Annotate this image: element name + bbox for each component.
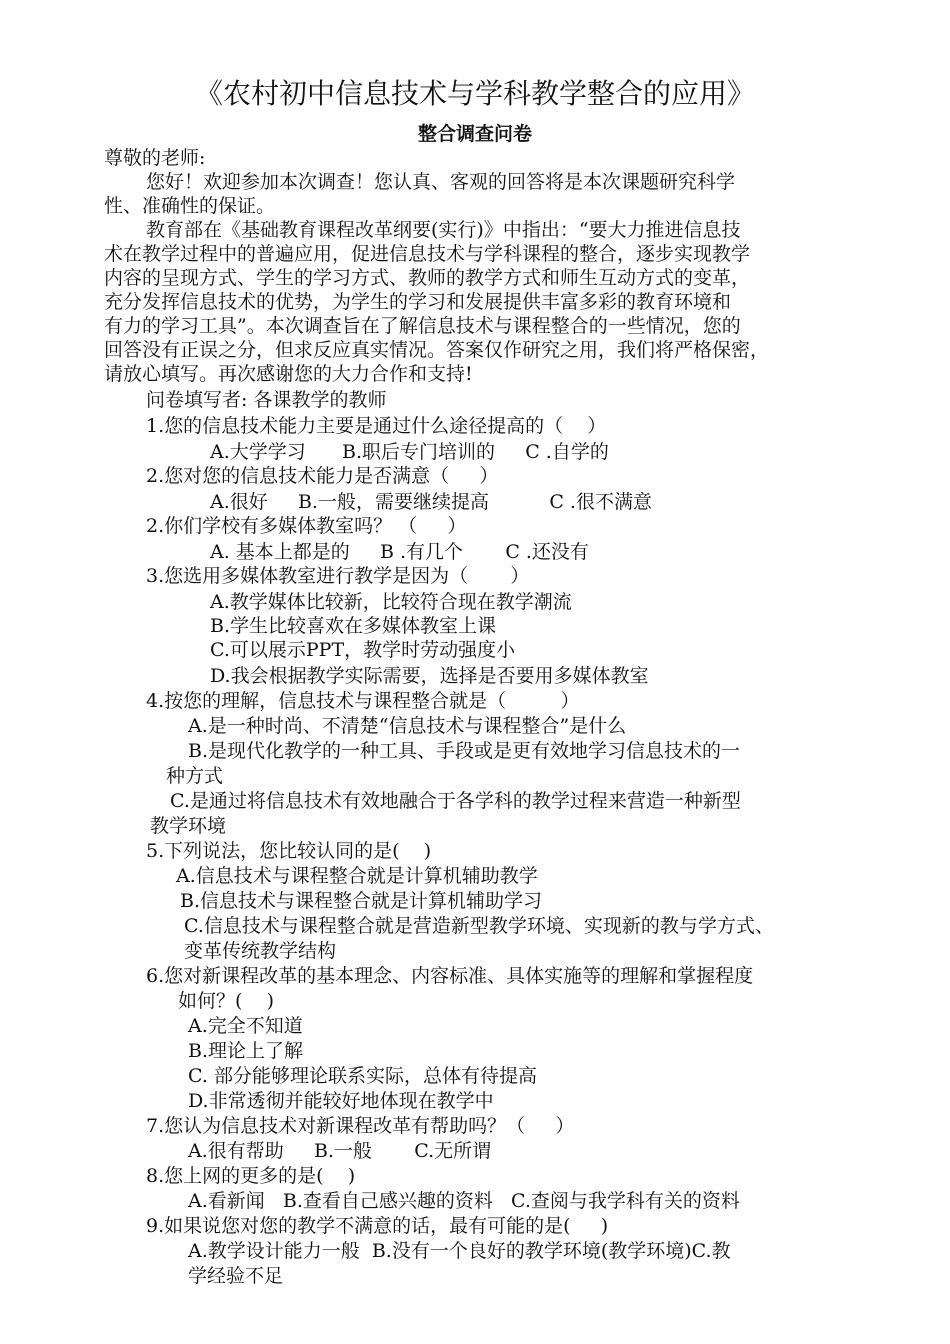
question-9: 9.如果说您对您的教学不满意的话，最有可能的是( ) — [146, 1215, 609, 1237]
question-2b: 2.你们学校有多媒体教室吗？ （ ） — [146, 515, 467, 537]
question-4-option: 教学环境 — [150, 815, 227, 837]
intro-line: 术在教学过程中的普遍应用，促进信息技术与学科课程的整合，逐步实现教学 — [104, 243, 751, 265]
question-9-option: 学经验不足 — [188, 1265, 284, 1287]
question-4-option: C.是通过将信息技术有效地融合于各学科的教学过程来营造一种新型 — [170, 790, 741, 812]
salutation: 尊敬的老师: — [104, 147, 206, 169]
question-3-option: D.我会根据教学实际需要，选择是否要用多媒体教室 — [210, 665, 649, 687]
question-6-option: 如何？( ) — [178, 990, 274, 1012]
question-3: 3.您选用多媒体教室进行教学是因为（ ） — [146, 565, 530, 587]
question-8-options: A.看新闻 B.查看自己感兴趣的资料 C.查阅与我学科有关的资料 — [188, 1190, 740, 1212]
question-5-option: 变革传统教学结构 — [184, 940, 337, 962]
intro-line: 请放心填写。再次感谢您的大力合作和支持! — [104, 363, 473, 385]
question-5-option: A.信息技术与课程整合就是计算机辅助教学 — [176, 865, 538, 887]
question-4-option: B.是现代化教学的一种工具、手段或是更有效地学习信息技术的一 — [188, 740, 741, 762]
question-6-option: A.完全不知道 — [188, 1015, 303, 1037]
question-5: 5.下列说法，您比较认同的是( ) — [146, 840, 432, 862]
intro-line: 充分发挥信息技术的优势，为学生的学习和发展提供丰富多彩的教育环境和 — [104, 291, 732, 313]
intro-line: 性、准确性的保证。 — [104, 195, 276, 217]
page-subtitle: 整合调查问卷 — [417, 123, 532, 145]
question-6-option: B.理论上了解 — [188, 1040, 304, 1062]
question-3-option: A.教学媒体比较新，比较符合现在教学潮流 — [210, 591, 572, 613]
intro-line: 回答没有正误之分，但求反应真实情况。答案仅作研究之用，我们将严格保密， — [104, 339, 770, 361]
intro-line: 有力的学习工具”。本次调查旨在了解信息技术与课程整合的一些情况，您的 — [104, 315, 741, 337]
question-4-option: A.是一种时尚、不清楚“信息技术与课程整合”是什么 — [188, 715, 627, 737]
question-2: 2.您对您的信息技术能力是否满意（ ） — [146, 465, 499, 487]
question-2-options: A.很好 B.一般，需要继续提高 C .很不满意 — [210, 491, 652, 513]
question-5-option: B.信息技术与课程整合就是计算机辅助学习 — [180, 890, 543, 912]
question-3-option: C.可以展示PPT，教学时劳动强度小 — [210, 639, 516, 661]
question-1: 1.您的信息技术能力主要是通过什么途径提高的（ ） — [146, 415, 607, 437]
intro-line: 内容的呈现方式、学生的学习方式、教师的教学方式和师生互动方式的变革， — [104, 267, 751, 289]
question-7-options: A.很有帮助 B.一般 C.无所谓 — [188, 1140, 492, 1162]
intro-line: 教育部在《基础教育课程改革纲要(实行)》中指出：“要大力推进信息技 — [146, 219, 741, 241]
question-2b-options: A. 基本上都是的 B .有几个 C .还没有 — [210, 541, 589, 563]
question-9-option: A.教学设计能力一般 B.没有一个良好的教学环境(教学环境)C.教 — [188, 1240, 731, 1262]
question-3-option: B.学生比较喜欢在多媒体教室上课 — [210, 615, 497, 637]
question-6-option: C. 部分能够理论联系实际，总体有待提高 — [188, 1065, 537, 1087]
question-4-option: 种方式 — [166, 765, 224, 787]
page-title: 《农村初中信息技术与学科教学整合的应用》 — [194, 77, 755, 110]
question-6: 6.您对新课程改革的基本理念、内容标准、具体实施等的理解和掌握程度 — [146, 965, 754, 987]
question-7: 7.您认为信息技术对新课程改革有帮助吗？（ ） — [146, 1115, 575, 1137]
question-6-option: D.非常透彻并能较好地体现在教学中 — [188, 1090, 494, 1112]
respondent-line: 问卷填写者: 各课教学的教师 — [146, 389, 387, 411]
question-1-options: A.大学学习 B.职后专门培训的 C .自学的 — [210, 441, 609, 463]
question-8: 8.您上网的更多的是( ) — [146, 1165, 356, 1187]
question-4: 4.按您的理解，信息技术与课程整合就是（ ） — [146, 690, 580, 712]
question-5-option: C.信息技术与课程整合就是营造新型教学环境、实现新的教与学方式、 — [184, 915, 774, 937]
intro-line: 您好！欢迎参加本次调查！您认真、客观的回答将是本次课题研究科学 — [146, 171, 736, 193]
